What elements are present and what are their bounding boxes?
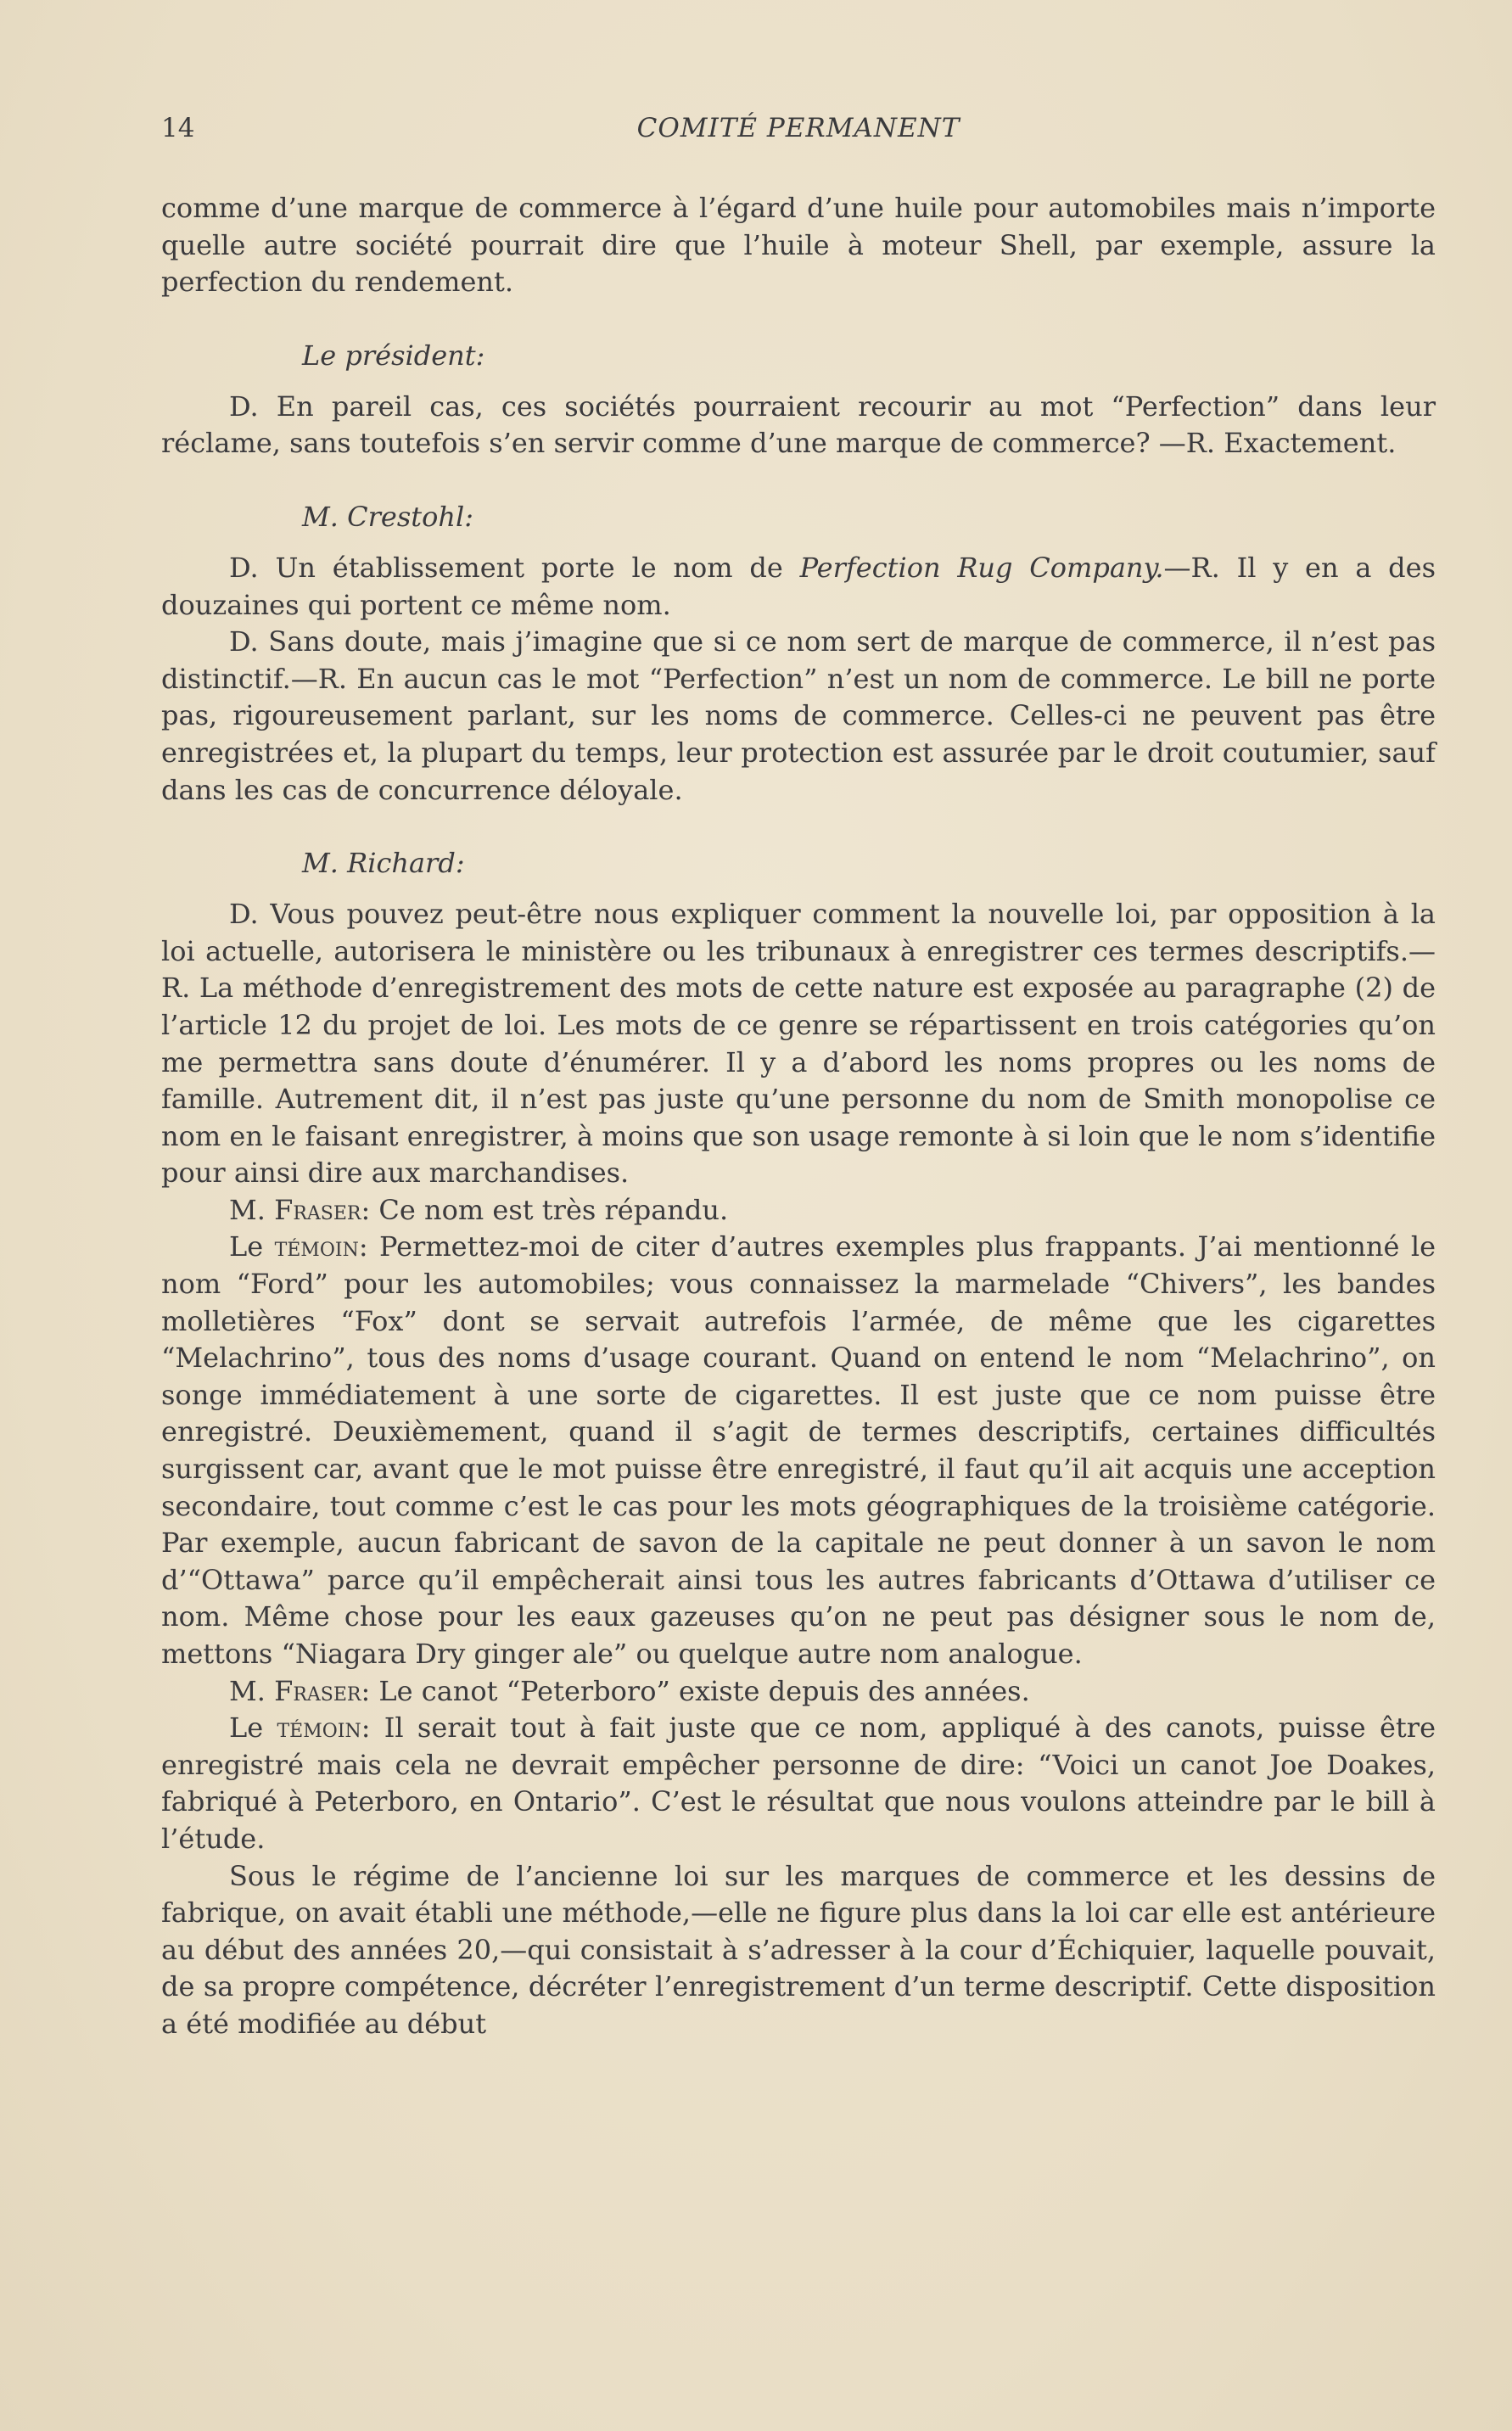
page-header <box>161 113 1436 155</box>
paragraph: comme d’une marque de commerce à l’égard d’une huile pour automobiles mais n’importe quelle autre société pourrait dire que l’huile à moteur Shell, par exemple, assure la perfection du rendement. <box>161 192 1436 299</box>
text-run: : Permettez-moi de citer d’autres exemples plus frappants. J’ai mentionné le nom “Ford” pour les automobiles; vous connaissez la marmelade “Chivers”, les bandes molletières “Fox” dont se servait autrefois l’armée, de même que les cigarettes “Melachrino”, tous des noms d’usage courant. Quand on entend le nom “Melachrino”, on songe immédiatement à une sorte de cigarettes. Il est juste que ce nom puisse être enregistré. Deuxièmement, quand il s’agit de termes descriptifs, certaines difficultés surgissent car, avant que le mot puisse être enregistré, il faut qu’il ait acquis une acception secondaire, tout comme c’est le cas pour les mots géographiques de la troisième catégorie. Par exemple, aucun fabricant de savon de la capitale ne peut donner à un savon le nom d’“Ottawa” parce qu’il empêcherait ainsi tous les autres fabricants d’Ottawa d’utiliser ce nom. Même chose pour les eaux gazeuses qu’on ne peut pas désigner sous le nom de, mettons “Niagara Dry ginger ale” ou quelque autre nom analogue. <box>161 1230 1436 1670</box>
speaker-heading: M. Crestohl: <box>302 500 473 533</box>
text-run: : Il serait tout à fait juste que ce nom, appliqué à des canots, puisse être enregistré mais cela ne devrait empêcher personne de dire: “Voici un canot Joe Doakes, fabriqué à Peterboro, en Ontario”. C’est le résultat que nous voulons atteindre par le bill à l’étude. <box>161 1711 1436 1855</box>
speaker-name: M. Fraser <box>229 1674 361 1707</box>
text-run: —R. Il y en a des douzaines qui portent ce même nom. <box>161 551 1436 621</box>
speaker-name: M. Fraser <box>229 1193 361 1226</box>
page-body <box>161 190 1436 2043</box>
speaker-name: témoin <box>274 1230 359 1263</box>
paragraph <box>161 1710 1436 1857</box>
paragraph <box>161 1229 1436 1672</box>
speaker-heading: M. Richard: <box>302 847 465 880</box>
company-name: Perfection Rug Company. <box>799 551 1164 584</box>
running-title: COMITÉ PERMANENT <box>636 113 960 143</box>
speaker-heading: Le président: <box>302 339 485 372</box>
paragraph: Sous le régime de l’ancienne loi sur les marques de commerce et les dessins de fabrique, on avait établi une méthode,—elle ne figure plus dans la loi car elle est antérieure au début des années 20,—qui consistait à s’adresser à la cour d’Échiquier, laquelle pouvait, de sa propre compétence, décréter l’enregistrement d’un terme descriptif. Cette disposition a été modifiée au début <box>161 1859 1436 2040</box>
text-run: D. Un établissement porte le nom de <box>229 551 800 584</box>
text-run: Le <box>229 1711 277 1745</box>
speaker-name: témoin <box>277 1711 361 1745</box>
paragraph: D. En pareil cas, ces sociétés pourraient recourir au mot “Perfection” dans leur réclame, sans toutefois s’en servir comme d’une marque de commerce? —R. Exactement. <box>161 389 1436 460</box>
text-run: : Le canot “Peterboro” existe depuis des années. <box>361 1674 1030 1707</box>
paragraph: D. Sans doute, mais j’imagine que si ce nom sert de marque de commerce, il n’est pas distinctif.—R. En aucun cas le mot “Perfection” n’est un nom de commerce. Le bill ne porte pas, rigoureusement parlant, sur les noms de commerce. Celles-ci ne peuvent pas être enregistrées et, la plupart du temps, leur protection est assurée par le droit coutumier, sauf dans les cas de concurrence déloyale. <box>161 625 1436 806</box>
text-run: : Ce nom est très répandu. <box>361 1193 729 1226</box>
page-number: 14 <box>161 113 195 143</box>
paragraph <box>161 1673 1436 1711</box>
text-run: Le <box>229 1230 275 1263</box>
paragraph <box>161 1192 1436 1230</box>
paragraph: D. Vous pouvez peut-être nous expliquer comment la nouvelle loi, par opposition à la loi actuelle, autorisera le ministère ou les tribunaux à enregistrer ces termes descriptifs.—R. La méthode d’enregistrement des mots de cette nature est exposée au paragraphe (2) de l’article 12 du projet de loi. Les mots de ce genre se répartissent en trois catégories qu’on me permettra sans doute d’énumérer. Il y a d’abord les noms propres ou les noms de famille. Autrement dit, il n’est pas juste qu’une personne du nom de Smith monopolise ce nom en le faisant enregistrer, à moins que son usage remonte à si loin que le nom s’identifie pour ainsi dire aux marchandises. <box>161 898 1436 1190</box>
paragraph <box>161 550 1436 624</box>
